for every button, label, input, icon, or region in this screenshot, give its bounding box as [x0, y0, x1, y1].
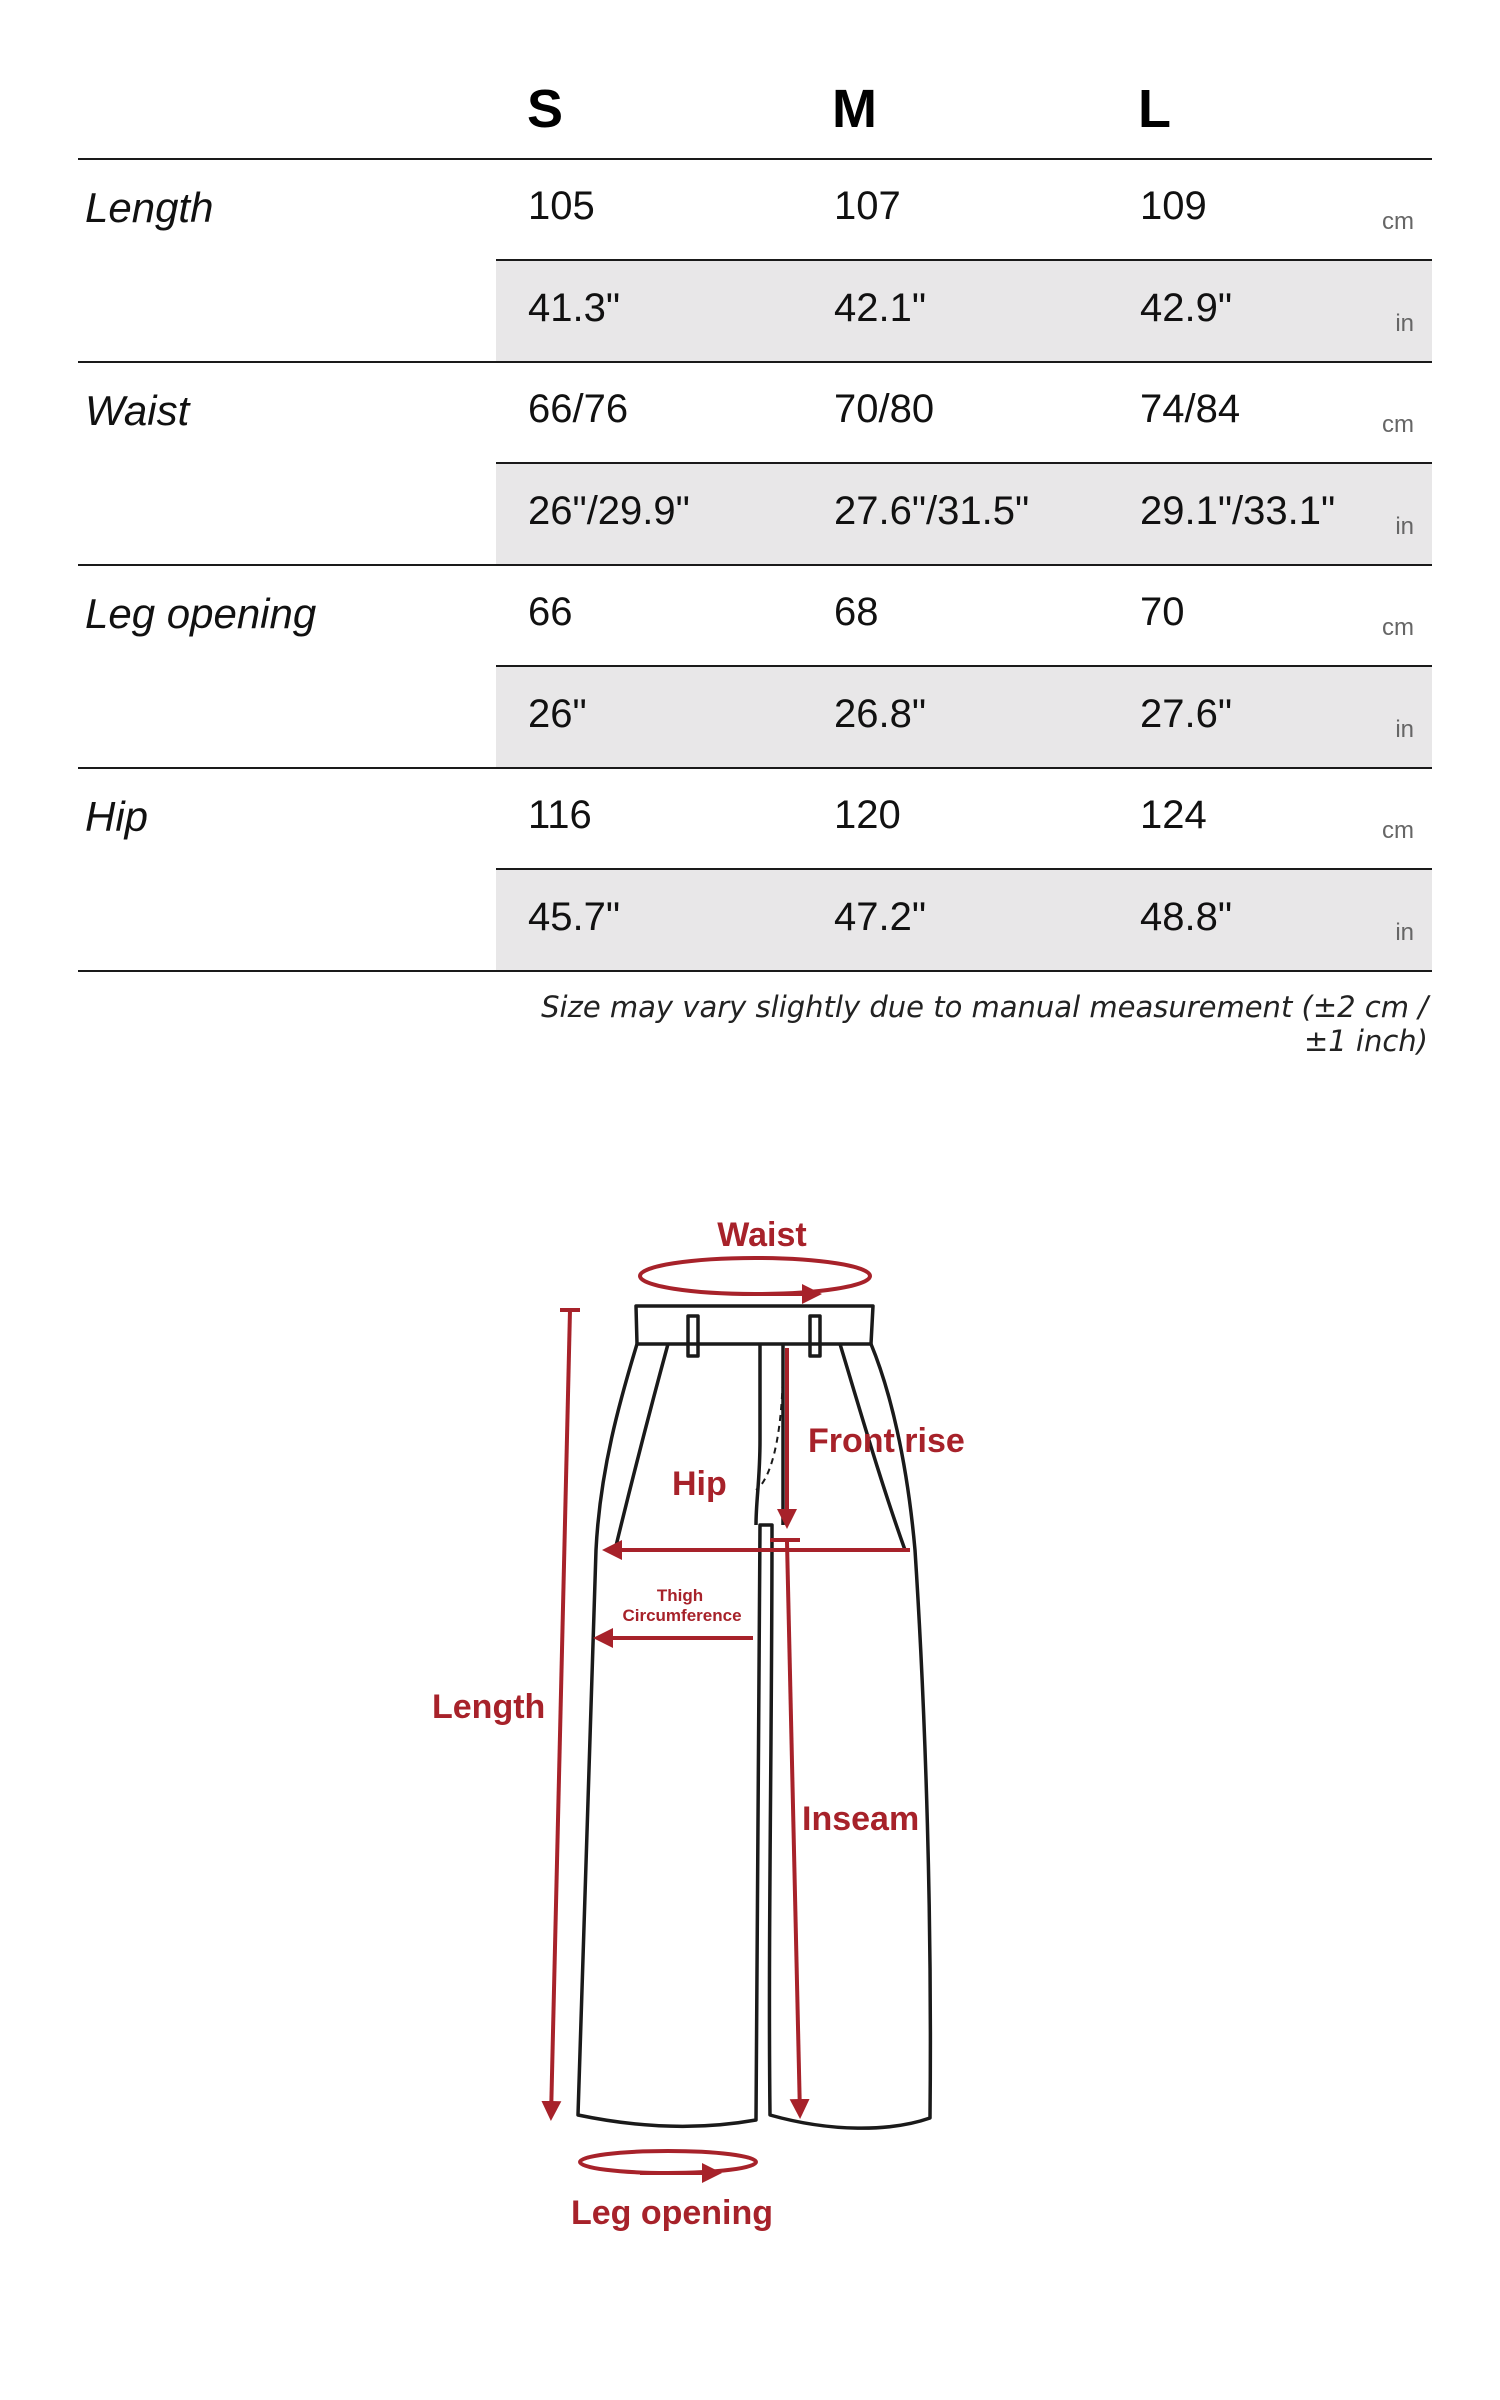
unit-cm: cm [1382, 411, 1414, 438]
length-in-l: 42.9" [1140, 286, 1233, 330]
waist-in-m: 27.6"/31.5" [834, 489, 1030, 533]
hip-cm-l: 124 [1140, 793, 1207, 837]
label-leg-opening: Leg opening [570, 2194, 774, 2232]
row-label-hip: Hip [85, 793, 149, 840]
leg-opening-cm-l: 70 [1140, 590, 1185, 634]
table-rule [78, 158, 1432, 160]
table-rule [78, 970, 1432, 972]
measurement-note: Size may vary slightly due to manual measurement (±2 cm / ±1 inch) [541, 990, 1428, 1058]
waist-cm-s: 66/76 [528, 387, 629, 431]
unit-cm: cm [1382, 817, 1414, 844]
unit-cm: cm [1382, 208, 1414, 235]
size-header-s: S [527, 79, 564, 139]
leg-opening-cm-s: 66 [528, 590, 573, 634]
unit-in: in [1395, 513, 1414, 540]
row-label-length: Length [85, 184, 214, 231]
length-cm-l: 109 [1140, 184, 1207, 228]
hip-cm-s: 116 [528, 793, 592, 837]
pants-measurement-diagram [0, 1180, 1500, 2240]
label-waist: Waist [717, 1216, 807, 1254]
table-rule [78, 767, 1432, 769]
inch-row-shade [496, 261, 1432, 361]
waist-cm-m: 70/80 [834, 387, 935, 431]
leg-opening-in-s: 26" [528, 692, 587, 736]
table-rule [78, 564, 1432, 566]
inch-row-shade [496, 870, 1432, 970]
table-rule [78, 361, 1432, 363]
row-label-waist: Waist [85, 387, 190, 434]
row-label-leg-opening: Leg opening [85, 590, 317, 637]
label-length: Length [432, 1688, 546, 1726]
waist-in-l: 29.1"/33.1" [1140, 489, 1336, 533]
label-front-rise: Front rise [808, 1422, 965, 1460]
waist-cm-l: 74/84 [1140, 387, 1241, 431]
size-header-l: L [1138, 79, 1171, 139]
waist-in-s: 26"/29.9" [528, 489, 690, 533]
label-hip: Hip [672, 1465, 727, 1503]
length-cm-s: 105 [528, 184, 595, 228]
unit-in: in [1395, 919, 1414, 946]
label-thigh-line2: Circumference [622, 1606, 742, 1625]
hip-in-l: 48.8" [1140, 895, 1233, 939]
length-cm-m: 107 [834, 184, 901, 228]
unit-in: in [1395, 310, 1414, 337]
length-in-m: 42.1" [834, 286, 927, 330]
size-header-m: M [832, 79, 877, 139]
hip-cm-m: 120 [834, 793, 901, 837]
leg-opening-in-l: 27.6" [1140, 692, 1233, 736]
hip-in-s: 45.7" [528, 895, 621, 939]
inch-row-shade [496, 667, 1432, 767]
unit-in: in [1395, 716, 1414, 743]
leg-opening-cm-m: 68 [834, 590, 879, 634]
label-inseam: Inseam [802, 1800, 920, 1838]
length-in-s: 41.3" [528, 286, 621, 330]
unit-cm: cm [1382, 614, 1414, 641]
label-thigh-line1: Thigh [656, 1586, 704, 1605]
hip-in-m: 47.2" [834, 895, 927, 939]
leg-opening-in-m: 26.8" [834, 692, 927, 736]
